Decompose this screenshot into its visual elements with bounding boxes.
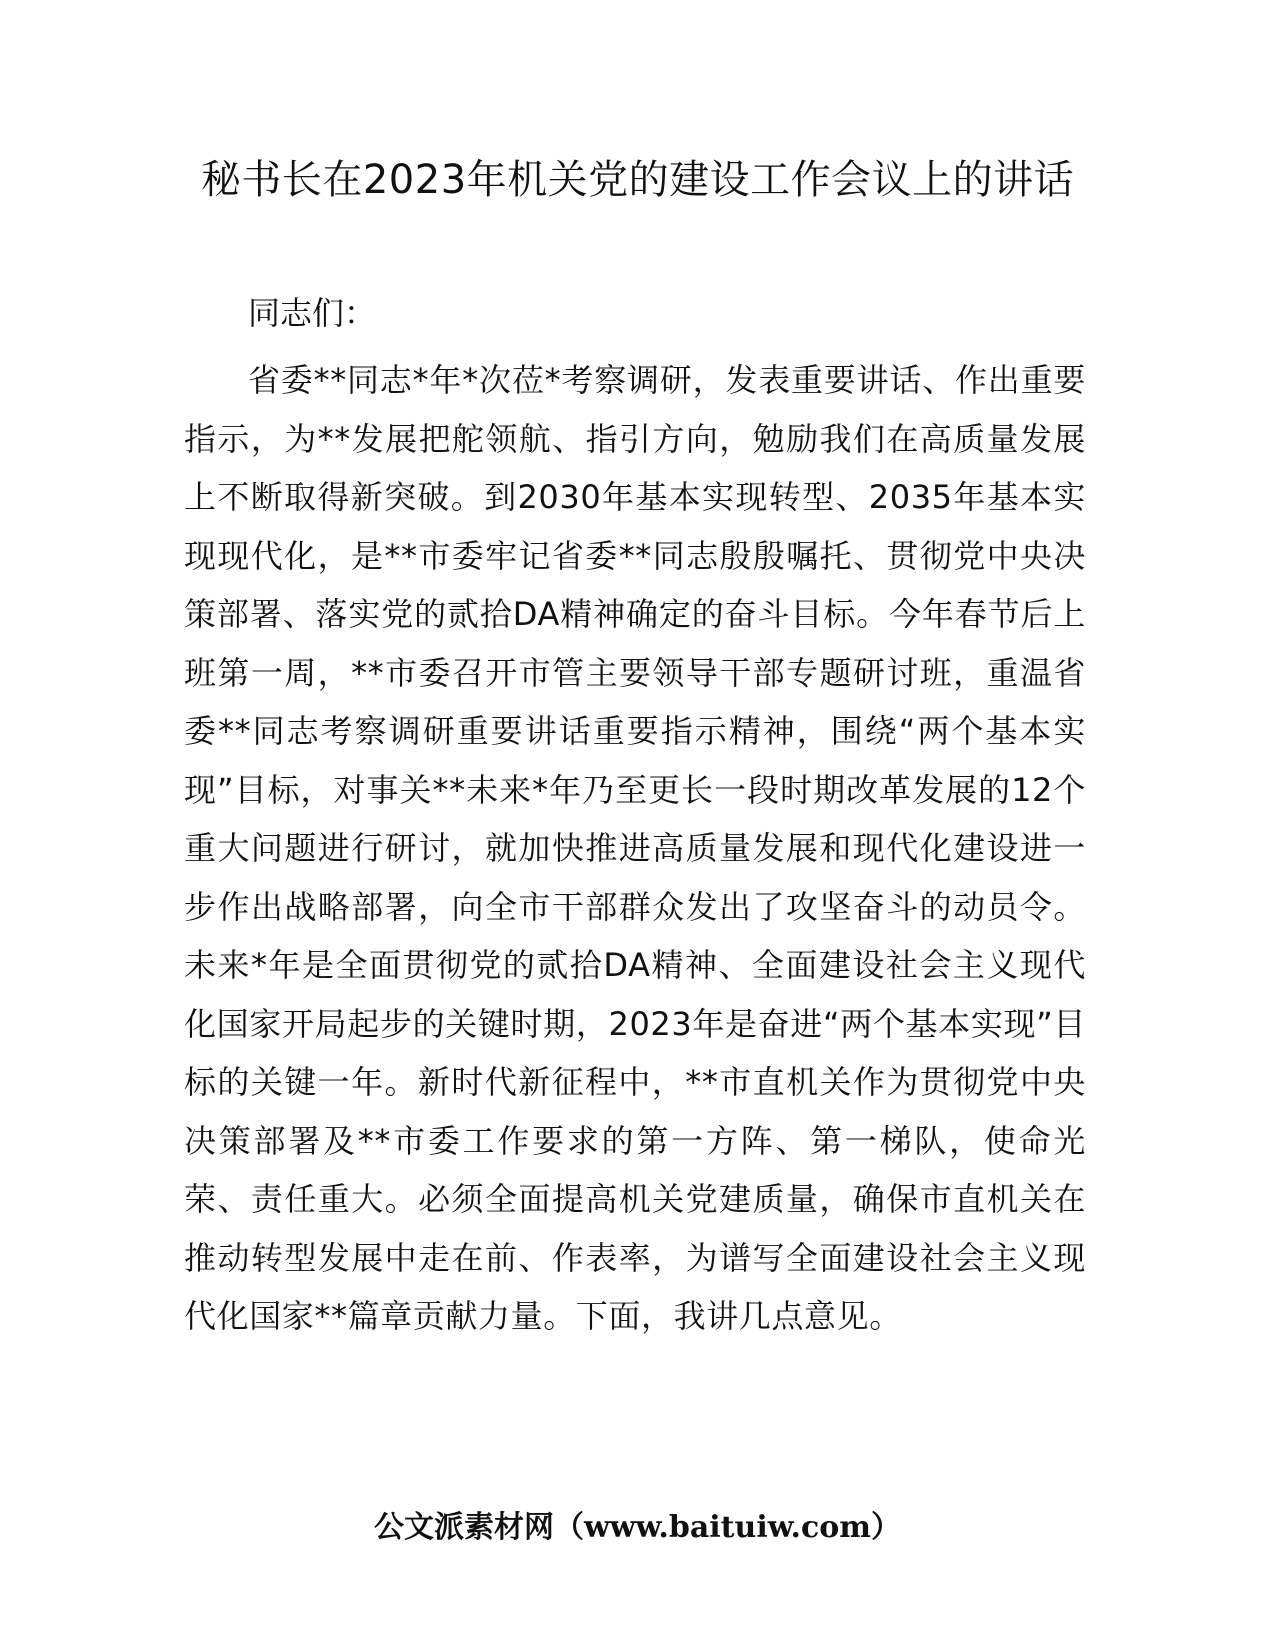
source-watermark: 公文派素材网（www.baituiw.com） <box>373 1510 902 1545</box>
document-title: 秘书长在2023年机关党的建设工作会议上的讲话 <box>200 157 1075 203</box>
document-body <box>184 283 1086 1346</box>
body-paragraph: 省委**同志*年*次莅*考察调研，发表重要讲话、作出重要指示，为**发展把舵领航、指引方向，勉励我们在高质量发展上不断取得新突破。到2030年基本实现转型、2035年基本实现现代化，是**市委牢记省委**同志殷殷嘱托、贯彻党中央决策部署、落实党的贰拾DA精神确定的奋斗目标。今年春节后上班第一周，**市委召开市管主要领导干部专题研讨班，重温省委**同志考察调研重要讲话重要指示精神，围绕“两个基本实现”目标，对事关**未来*年乃至更长一段时期改革发展的12个重大问题进行研讨，就加快推进高质量发展和现代化建设进一步作出战略部署，向全市干部群众发出了攻坚奋斗的动员令。未来*年是全面贯彻党的贰拾DA精神、全面建设社会主义现代化国家开局起步的关键时期，2023年是奋进“两个基本实现”目标的关键一年。新时代新征程中，**市直机关作为贯彻党中央决策部署及**市委工作要求的第一方阵、第一梯队，使命光荣、责任重大。必须全面提高机关党建质量，确保市直机关在推动转型发展中走在前、作表率，为谱写全面建设社会主义现代化国家**篇章贡献力量。下面，我讲几点意见。 <box>184 361 1086 1335</box>
salutation: 同志们： <box>248 294 377 332</box>
